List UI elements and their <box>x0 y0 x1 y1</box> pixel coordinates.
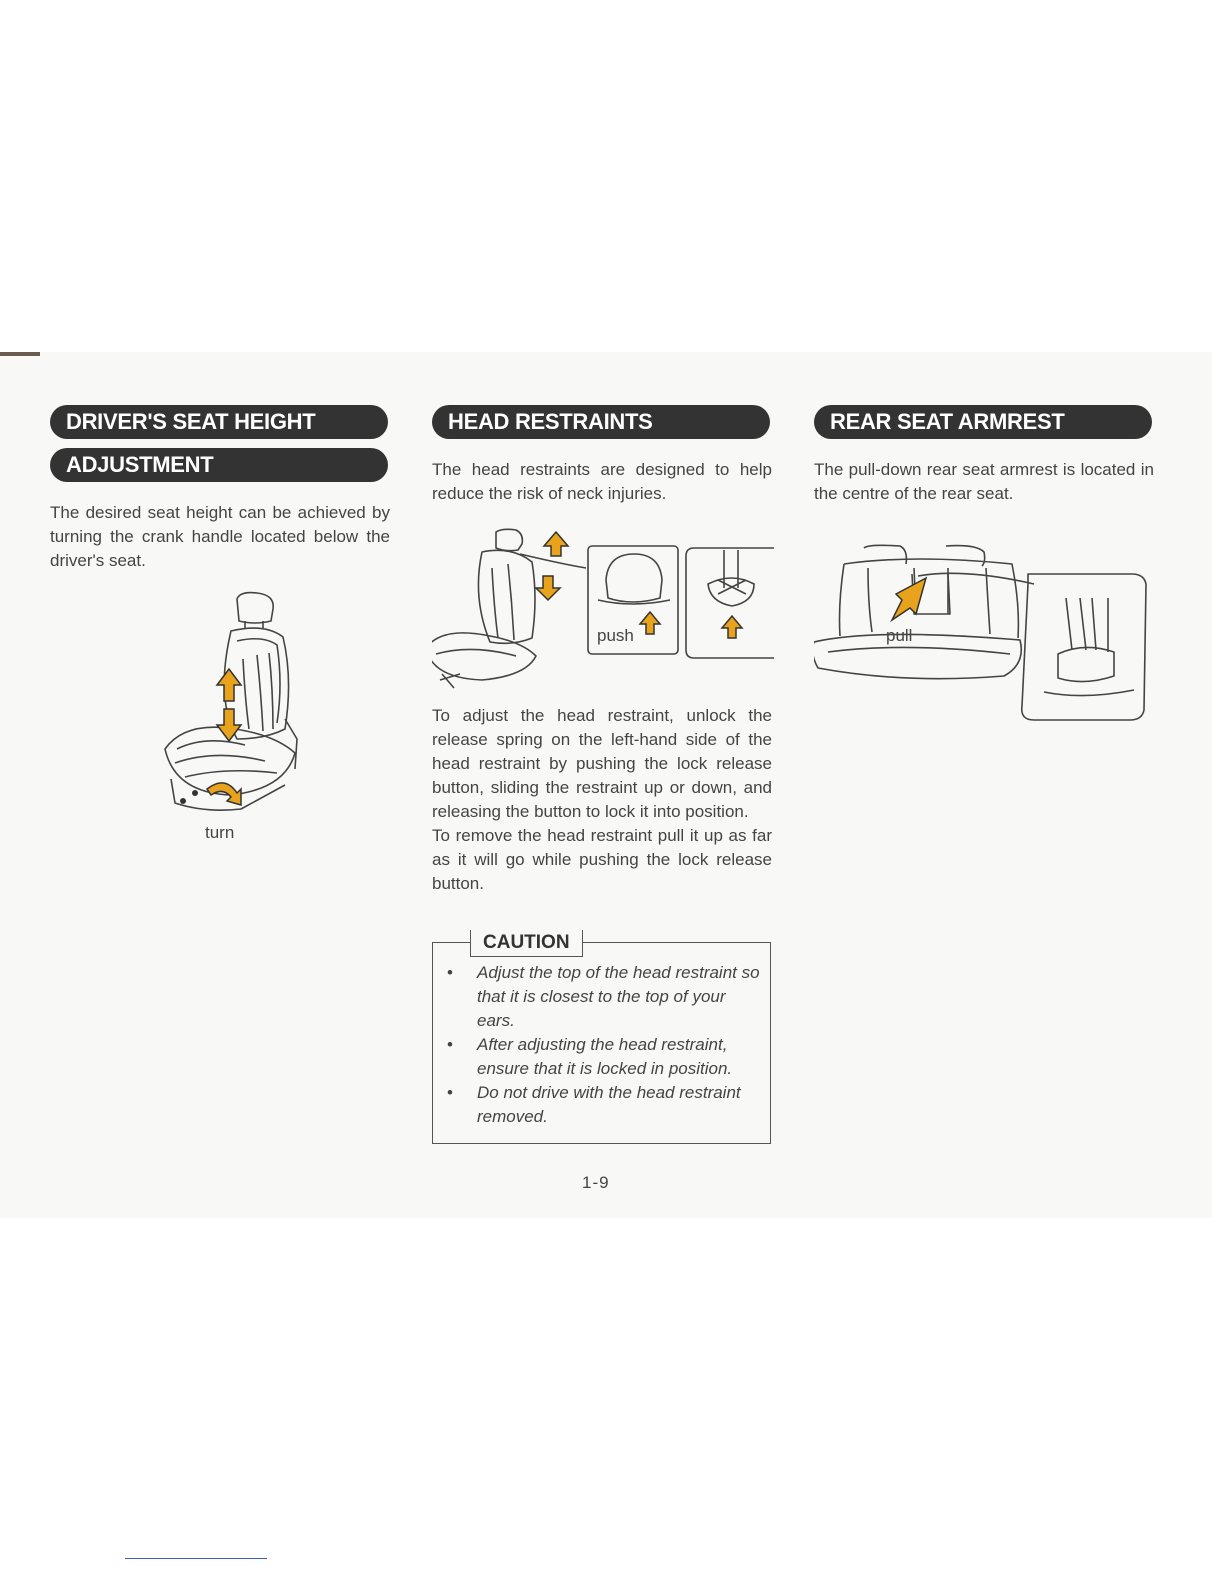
page-edge <box>0 352 40 356</box>
caution-item: • After adjusting the head restraint, ensure that it is locked in position. <box>447 1033 760 1081</box>
section-title-line-2: ADJUSTMENT <box>50 448 388 482</box>
head-restraint-adjust-text: To adjust the head restraint, unlock the release spring on the left-hand side of the head restraint by pushing the lock release button, sliding the restraint up or down, and releasing the button to lock it into position. <box>432 706 772 821</box>
seat-height-section <box>50 405 390 849</box>
rear-armrest-illustration <box>814 544 1154 724</box>
section-title: HEAD RESTRAINTS <box>432 405 770 439</box>
head-restraint-illustration <box>432 528 772 698</box>
section-title-line-1: DRIVER'S SEAT HEIGHT <box>50 405 388 439</box>
seat-height-illustration <box>145 589 325 849</box>
head-restraints-section <box>432 405 772 896</box>
rear-armrest-description: The pull-down rear seat armrest is located in the centre of the rear seat. <box>814 460 1154 503</box>
caution-item: • Do not drive with the head restraint removed. <box>447 1081 760 1129</box>
head-restraint-remove-text: To remove the head restraint pull it up as far as it will go while pushing the lock release button. <box>432 826 772 893</box>
section-title: REAR SEAT ARMREST <box>814 405 1152 439</box>
head-restraints-intro: The head restraints are designed to help reduce the risk of neck injuries. <box>432 460 772 503</box>
pull-label: pull <box>886 626 913 645</box>
seat-height-description: The desired seat height can be achieved by turning the crank handle located below the driver's seat. <box>50 503 390 570</box>
push-label: push <box>597 626 634 645</box>
footer-link-underline[interactable] <box>125 1558 267 1559</box>
caution-item: • Adjust the top of the head restraint so that it is closest to the top of your ears. <box>447 961 760 1033</box>
caution-box <box>432 932 771 1144</box>
page-number: 1-9 <box>582 1173 610 1192</box>
caution-list <box>433 943 770 1129</box>
turn-label: turn <box>205 823 235 842</box>
caution-title: CAUTION <box>470 930 583 957</box>
rear-armrest-section <box>814 405 1154 724</box>
